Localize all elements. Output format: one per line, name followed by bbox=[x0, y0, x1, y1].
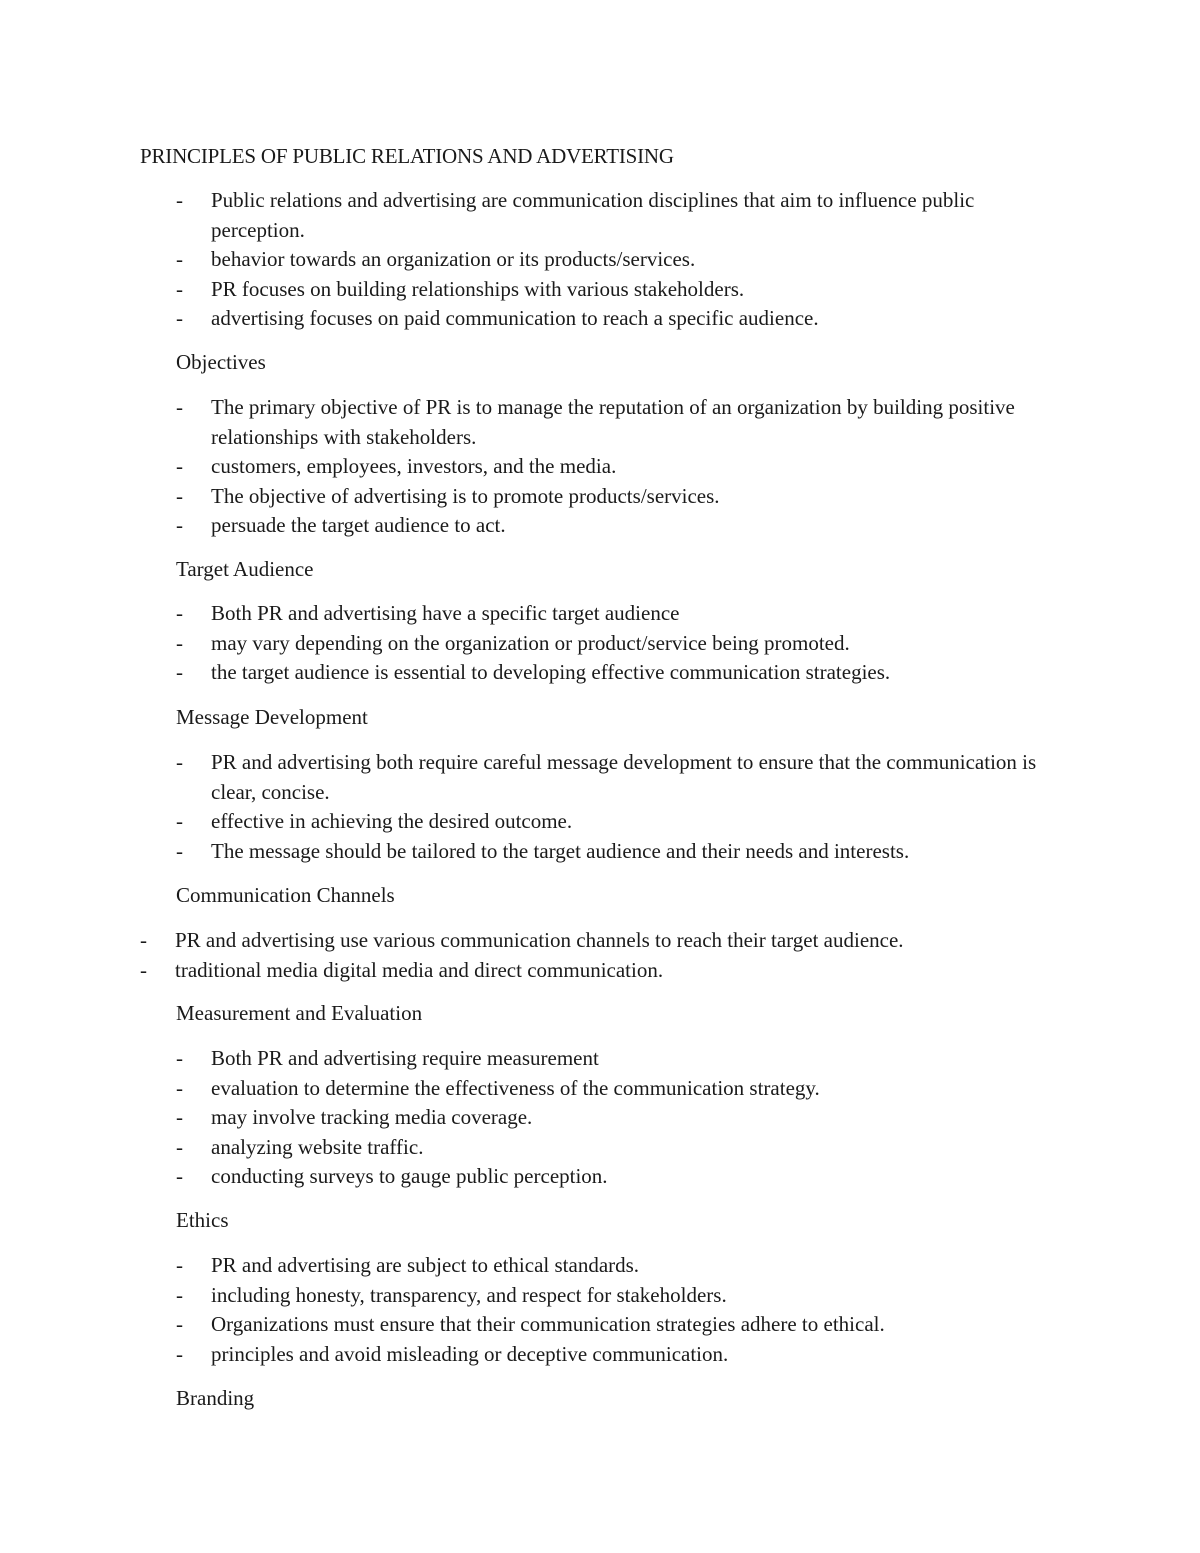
bullet-dash: - bbox=[176, 306, 183, 330]
bullet-dash: - bbox=[176, 395, 183, 419]
list-item: - PR and advertising both require careful message development to ensure that the communication is clear, concise. bbox=[176, 750, 1037, 804]
bullet-dash: - bbox=[176, 601, 183, 625]
bullet-dash: - bbox=[176, 276, 183, 301]
list-item: - PR and advertising are subject to ethical standards. bbox=[176, 1251, 1046, 1281]
bullet-dash: - bbox=[176, 1282, 183, 1307]
bullet-dash: - bbox=[176, 660, 183, 684]
objectives-list bbox=[176, 393, 1046, 541]
target-audience-list bbox=[176, 599, 1046, 688]
bullet-dash: - bbox=[176, 454, 183, 478]
message-development-list bbox=[176, 748, 1046, 866]
communication-channels-list bbox=[140, 926, 1040, 985]
list-item: - traditional media digital media and direct communication. bbox=[140, 956, 1040, 986]
list-item: - principles and avoid misleading or deceptive communication. bbox=[176, 1340, 1046, 1370]
list-item: - The primary objective of PR is to manage the reputation of an organization by building positive relationships with stakeholders. bbox=[176, 395, 1015, 449]
bullet-dash: - bbox=[176, 1105, 183, 1129]
bullet-dash: - bbox=[140, 928, 147, 952]
bullet-dash: - bbox=[176, 1046, 183, 1070]
section-heading-communication-channels: Communication Channels bbox=[176, 883, 395, 907]
list-item: - Public relations and advertising are communication disciplines that aim to influence public perception. bbox=[176, 188, 975, 242]
list-item: - customers, employees, investors, and the media. bbox=[176, 452, 1046, 482]
list-item: - may vary depending on the organization or product/service being promoted. bbox=[176, 629, 1046, 659]
bullet-dash: - bbox=[176, 247, 183, 271]
section-heading-ethics: Ethics bbox=[176, 1208, 229, 1232]
list-item: - Both PR and advertising require measurement bbox=[176, 1044, 1046, 1074]
intro-list bbox=[176, 186, 1046, 334]
bullet-dash: - bbox=[176, 809, 183, 833]
document-title: PRINCIPLES OF PUBLIC RELATIONS AND ADVERTISING bbox=[140, 144, 674, 168]
section-heading-target-audience: Target Audience bbox=[176, 557, 314, 581]
list-item: - Both PR and advertising have a specific target audience bbox=[176, 599, 1046, 629]
bullet-dash: - bbox=[176, 1312, 183, 1336]
section-heading-measurement-evaluation: Measurement and Evaluation bbox=[176, 1001, 423, 1025]
list-item: - advertising focuses on paid communication to reach a specific audience. bbox=[176, 304, 1046, 334]
list-item: - behavior towards an organization or its products/services. bbox=[176, 245, 1046, 275]
bullet-dash: - bbox=[176, 838, 183, 863]
list-item: - may involve tracking media coverage. bbox=[176, 1103, 1046, 1133]
bullet-dash: - bbox=[176, 188, 183, 212]
section-heading-objectives: Objectives bbox=[176, 350, 266, 374]
list-item: - conducting surveys to gauge public perception. bbox=[176, 1162, 1046, 1192]
section-heading-message-development: Message Development bbox=[176, 705, 368, 729]
bullet-dash: - bbox=[176, 513, 183, 537]
list-item: - The message should be tailored to the target audience and their needs and interests. bbox=[176, 837, 1046, 867]
bullet-dash: - bbox=[140, 957, 147, 982]
list-item: - PR focuses on building relationships with various stakeholders. bbox=[176, 275, 1046, 305]
list-item: - the target audience is essential to developing effective communication strategies. bbox=[176, 658, 1046, 688]
bullet-dash: - bbox=[176, 1164, 183, 1188]
bullet-dash: - bbox=[176, 1134, 183, 1159]
measurement-evaluation-list bbox=[176, 1044, 1046, 1192]
list-item: - PR and advertising use various communication channels to reach their target audience. bbox=[140, 926, 1040, 956]
list-item: - The objective of advertising is to promote products/services. bbox=[176, 482, 1046, 512]
bullet-dash: - bbox=[176, 483, 183, 508]
bullet-dash: - bbox=[176, 630, 183, 655]
ethics-list bbox=[176, 1251, 1046, 1369]
bullet-dash: - bbox=[176, 1341, 183, 1366]
list-item: - analyzing website traffic. bbox=[176, 1133, 1046, 1163]
section-heading-branding: Branding bbox=[176, 1386, 255, 1410]
list-item: - evaluation to determine the effectiveness of the communication strategy. bbox=[176, 1074, 1046, 1104]
bullet-dash: - bbox=[176, 1075, 183, 1100]
bullet-dash: - bbox=[176, 750, 183, 774]
list-item: - including honesty, transparency, and respect for stakeholders. bbox=[176, 1281, 1046, 1311]
list-item: - Organizations must ensure that their communication strategies adhere to ethical. bbox=[176, 1310, 1046, 1340]
bullet-dash: - bbox=[176, 1253, 183, 1277]
list-item: - persuade the target audience to act. bbox=[176, 511, 1046, 541]
list-item: - effective in achieving the desired outcome. bbox=[176, 807, 1046, 837]
